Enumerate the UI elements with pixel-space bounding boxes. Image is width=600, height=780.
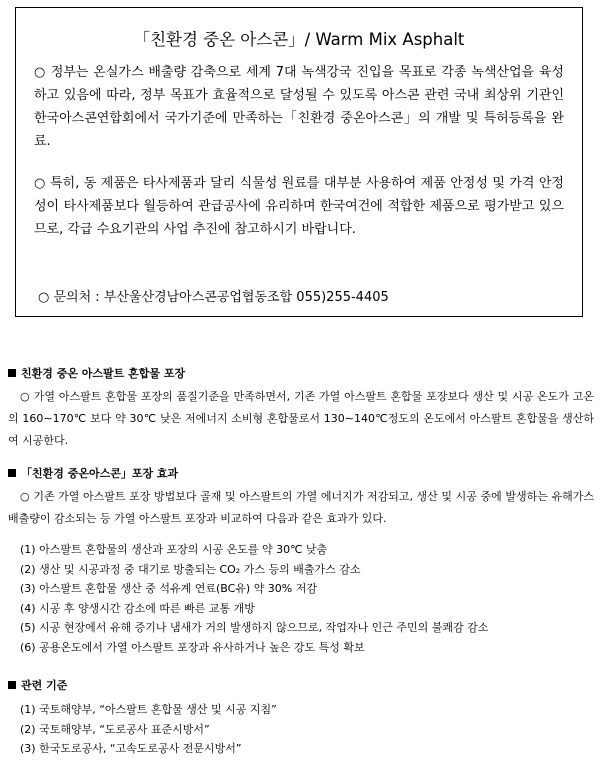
- section-heading: [8, 678, 594, 694]
- section-heading: [8, 466, 594, 482]
- effects-list-section: [20, 540, 600, 657]
- list-item: (2) 국토해양부, “도로공사 표준시방서”: [20, 722, 210, 736]
- section-heading: [8, 366, 594, 382]
- square-bullet-icon: [8, 681, 16, 689]
- list-item: (1) 아스팔트 혼합물의 생산과 포장의 시공 온도를 약 30℃ 낮춤: [20, 543, 328, 556]
- list-item: (1) 국토해양부, “아스팔트 혼합물 생산 및 시공 지침”: [20, 703, 277, 716]
- list-item: (3) 한국도로공사, “고속도로공사 전문시방서”: [20, 742, 242, 755]
- contact-info: ○ 문의처 : 부산울산경남아스콘공업협동조합 055)255-4405: [38, 290, 389, 305]
- notice-paragraph-1: ○ 정부는 온실가스 배출량 감축으로 세계 7대 녹색강국 진입을 목표로 각종 녹색산업을 육성하고 있음에 따라, 정부 목표가 효율적으로 달성될 수 있도록 아스콘 관련 국내 최상위 기관인 한국아스콘연합회에서 국가기준에 만족하는「친환경 중온아스콘」의 개발 및 특허등록을 완료.: [34, 65, 564, 149]
- section-pavement-effects: [8, 466, 594, 530]
- list-item: (2) 생산 및 시공과정 중 대기로 방출되는 CO₂ 가스 등의 배출가스 감소: [20, 562, 361, 576]
- notice-paragraph-2: ○ 특히, 동 제품은 타사제품과 달리 식물성 원료를 대부분 사용하여 제품 안정성 및 가격 안정성이 타사제품보다 월등하여 관급공사에 유리하며 한국여건에 적합한 제품으로 평가받고 있으므로, 각급 수요기관의 사업 추진에 참고하시기 바랍니다.: [34, 176, 564, 237]
- section-heading-text: 「친환경 중온아스콘」포장 효과: [21, 467, 179, 480]
- section-warm-mix-pavement: [8, 366, 594, 452]
- notice-title: 「친환경 중온 아스콘」/ Warm Mix Asphalt: [133, 30, 465, 49]
- square-bullet-icon: [8, 369, 16, 377]
- section-heading-text: 관련 기준: [21, 679, 68, 692]
- section-related-standards: [8, 678, 594, 759]
- effects-list: [20, 540, 600, 657]
- section-body: ○ 가열 아스팔트 혼합물 포장의 품질기준을 만족하면서, 기존 가열 아스팔트 혼합물 포장보다 생산 및 시공 온도가 고온의 160∼170℃ 보다 약 30℃ 낮은 저에너지 소비형 혼합물로서 130∼140℃정도의 온도에서 아스팔트 혼합물을 생산하여 시공한다.: [8, 390, 594, 447]
- list-item: (6) 공용온도에서 가열 아스팔트 포장과 유사하거나 높은 강도 특성 확보: [20, 640, 365, 654]
- list-item: (4) 시공 후 양생시간 감소에 따른 빠른 교통 개방: [20, 601, 255, 615]
- standards-list: [8, 700, 594, 759]
- section-body: ○ 기존 가열 아스팔트 포장 방법보다 골재 및 아스팔트의 가열 에너지가 저감되고, 생산 및 시공 중에 발생하는 유해가스 배출량이 감소되는 등 가열 아스팔트 포장과 비교하여 다음과 같은 효과가 있다.: [8, 490, 594, 525]
- list-item: (3) 아스팔트 혼합물 생산 중 석유계 연료(BC유) 약 30% 저감: [20, 582, 318, 595]
- notice-box: [15, 7, 583, 317]
- square-bullet-icon: [8, 469, 16, 477]
- section-heading-text: 친환경 중온 아스팔트 혼합물 포장: [21, 367, 186, 380]
- list-item: (5) 시공 현장에서 유해 증기나 냄새가 거의 발생하지 않으므로, 작업자나 인근 주민의 불쾌감 감소: [20, 621, 489, 634]
